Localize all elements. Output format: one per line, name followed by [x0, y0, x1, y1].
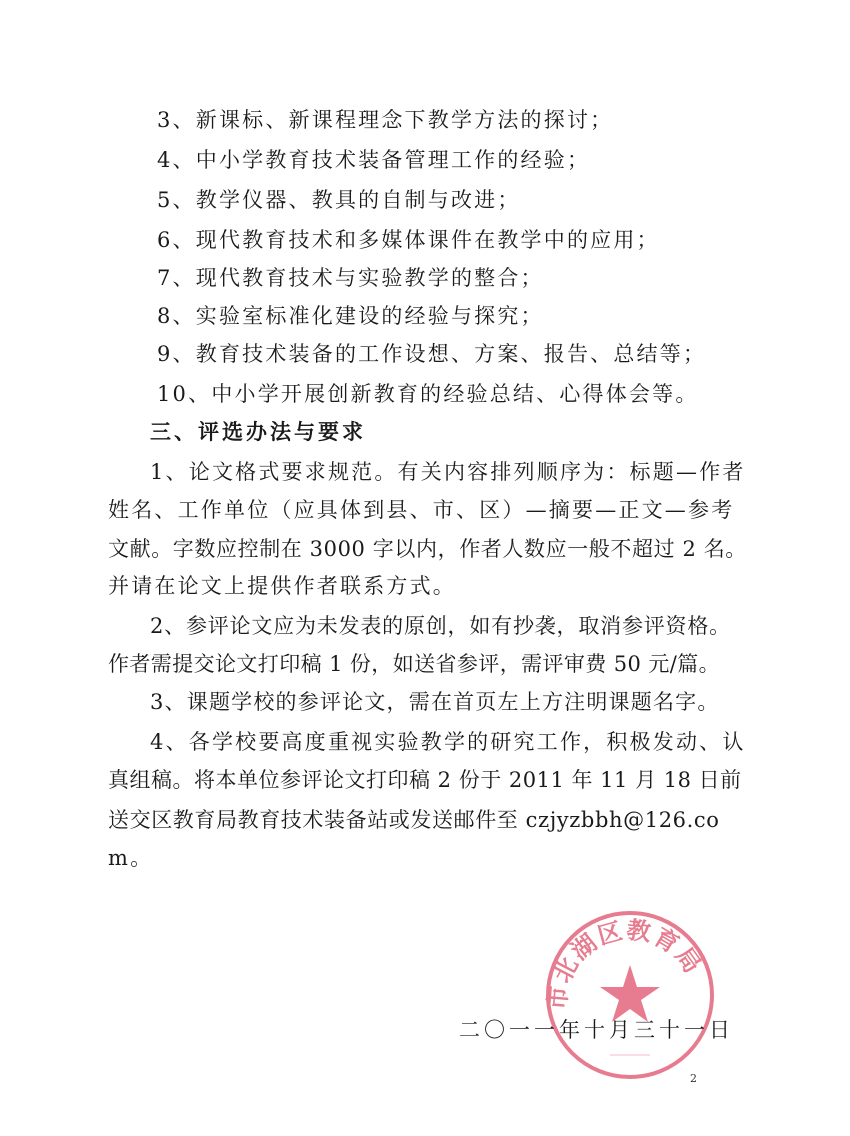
page-number: 2	[690, 1072, 697, 1085]
list-item: 5、教学仪器、教具的自制与改进；	[157, 188, 521, 212]
seal-text: 市北湖区教育局	[543, 915, 708, 1012]
list-item: 3、新课标、新课程理念下教学方法的探讨；	[157, 108, 614, 132]
paragraph-line: 姓名、工作单位（应具体到县、市、区）—摘要—正文—参考	[108, 498, 735, 522]
paragraph-line: 4、各学校要高度重视实验教学的研究工作，积极发动、认	[150, 730, 746, 754]
list-item: 4、中小学教育技术装备管理工作的经验；	[157, 148, 591, 172]
section-heading: 三、评选办法与要求	[150, 420, 366, 444]
list-item: 7、现代教育技术与实验教学的整合；	[157, 266, 544, 290]
paragraph-line: 送交区教育局教育技术装备站或发送邮件至 czjyzbbh@126.co	[108, 808, 720, 832]
seal-star	[600, 965, 660, 1022]
paragraph-line: m。	[108, 846, 154, 870]
paragraph-line: 1、论文格式要求规范。有关内容排列顺序为：标题—作者	[150, 460, 746, 484]
official-seal	[540, 905, 720, 1085]
list-item: 6、现代教育技术和多媒体课件在教学中的应用；	[157, 228, 660, 252]
list-item: 10、中小学开展创新教育的经验总结、心得体会等。	[157, 382, 699, 406]
paragraph-line: 真组稿。将本单位参评论文打印稿 2 份于 2011 年 11 月 18 日前	[108, 768, 742, 792]
paragraph-line: 文献。字数应控制在 3000 字以内，作者人数应一般不超过 2 名。	[108, 537, 747, 561]
list-item: 9、教育技术装备的工作设想、方案、报告、总结等；	[157, 342, 707, 366]
document-date: 二〇一一年十月三十一日	[459, 1018, 734, 1042]
paragraph-line: 并请在论文上提供作者联系方式。	[108, 574, 456, 598]
paragraph-line: 作者需提交论文打印稿 1 份，如送省参评，需评审费 50 元/篇。	[108, 652, 721, 676]
paragraph-line: 2、参评论文应为未发表的原创，如有抄袭，取消参评资格。	[150, 614, 731, 638]
paragraph-line: 3、课题学校的参评论文，需在首页左上方注明课题名字。	[150, 690, 720, 714]
list-item: 8、实验室标准化建设的经验与探究；	[157, 304, 544, 328]
